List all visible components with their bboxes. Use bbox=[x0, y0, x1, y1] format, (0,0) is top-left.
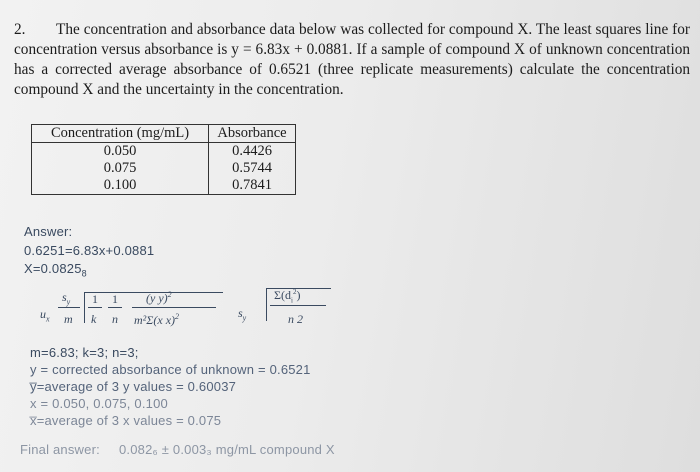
formula-frac-line-1 bbox=[58, 307, 80, 308]
formula-rhs-num-sub: i bbox=[290, 296, 293, 305]
answer-label: Answer: bbox=[24, 224, 73, 239]
answer-x-sub: 8 bbox=[81, 268, 87, 279]
formula-frac-line-2 bbox=[88, 307, 102, 308]
header-concentration: Concentration (mg/mL) bbox=[32, 125, 209, 143]
formula-den2-text: m²Σ(x x) bbox=[134, 313, 176, 327]
formula-frac-line-5 bbox=[270, 305, 326, 306]
formula-n: n bbox=[112, 312, 118, 326]
formula-rhs-sub: y bbox=[242, 313, 247, 323]
formula-sy bbox=[62, 290, 70, 306]
cell-concentration: 0.075 bbox=[32, 160, 209, 177]
answer-x-def: x = 0.050, 0.075, 0.100 bbox=[30, 396, 168, 411]
answer-y-def: y = corrected absorbance of unknown = 0.6521 bbox=[30, 362, 311, 377]
answer-x-main: X=0.0825 bbox=[24, 261, 82, 276]
cell-absorbance: 0.4426 bbox=[209, 143, 296, 161]
formula-den2 bbox=[134, 312, 179, 328]
formula-num2-sup: 2 bbox=[167, 290, 172, 299]
question-number: 2. bbox=[14, 21, 26, 38]
question-text: The concentration and absorbance data below was collected for compound X. The least squares line for concentration versus absorbance is y = 6.83x + 0.0881. If a sample of compound X of unknown concentration has a corrected average absorbance of 0.6521 (three replicate measurements) calculate the concentration compound X and the uncertainty in the concentration. bbox=[14, 21, 690, 98]
formula-rhs bbox=[238, 306, 246, 322]
formula-rhs-num-text: Σ(d bbox=[274, 288, 291, 302]
answer-equation: 0.6251=6.83x+0.0881 bbox=[24, 243, 155, 258]
formula-frac-line-4 bbox=[132, 307, 216, 308]
formula-rhs-den: n 2 bbox=[288, 312, 303, 326]
formula-num2 bbox=[146, 290, 172, 306]
formula-one-b: 1 bbox=[112, 292, 118, 306]
cell-absorbance: 0.5744 bbox=[209, 160, 296, 177]
answer-vars: m=6.83; k=3; n=3; bbox=[30, 345, 139, 360]
formula-rhs-num-sup: 2 bbox=[292, 288, 297, 296]
formula-lhs-sub: x bbox=[46, 314, 50, 324]
formula-m: m bbox=[64, 312, 73, 326]
header-absorbance: Absorbance bbox=[209, 125, 296, 143]
formula-lhs bbox=[40, 307, 50, 323]
formula-sy-sub: y bbox=[66, 297, 71, 307]
formula-one-a: 1 bbox=[92, 292, 98, 306]
answer-final: Final answer: 0.082₆ ± 0.003₃ mg/mL compound X bbox=[20, 442, 335, 457]
cell-absorbance: 0.7841 bbox=[209, 177, 296, 195]
formula-lhs-u: u bbox=[40, 307, 46, 321]
answer-xbar-def: x̅=average of 3 x values = 0.075 bbox=[30, 413, 222, 428]
formula-num2-text: (y y) bbox=[146, 291, 168, 305]
formula-k: k bbox=[91, 312, 97, 326]
formula-sy-s: s bbox=[62, 290, 67, 304]
formula-rhs-num-close: ) bbox=[296, 288, 301, 302]
formula-rhs-s: s bbox=[238, 306, 243, 320]
cell-concentration: 0.050 bbox=[32, 143, 209, 161]
formula-den2-sup: 2 bbox=[175, 312, 180, 321]
cell-concentration: 0.100 bbox=[32, 177, 209, 195]
answer-ybar-def: y̅=average of 3 y values = 0.60037 bbox=[30, 379, 237, 394]
formula-rhs-num bbox=[274, 288, 300, 304]
formula-frac-line-3 bbox=[108, 307, 122, 308]
